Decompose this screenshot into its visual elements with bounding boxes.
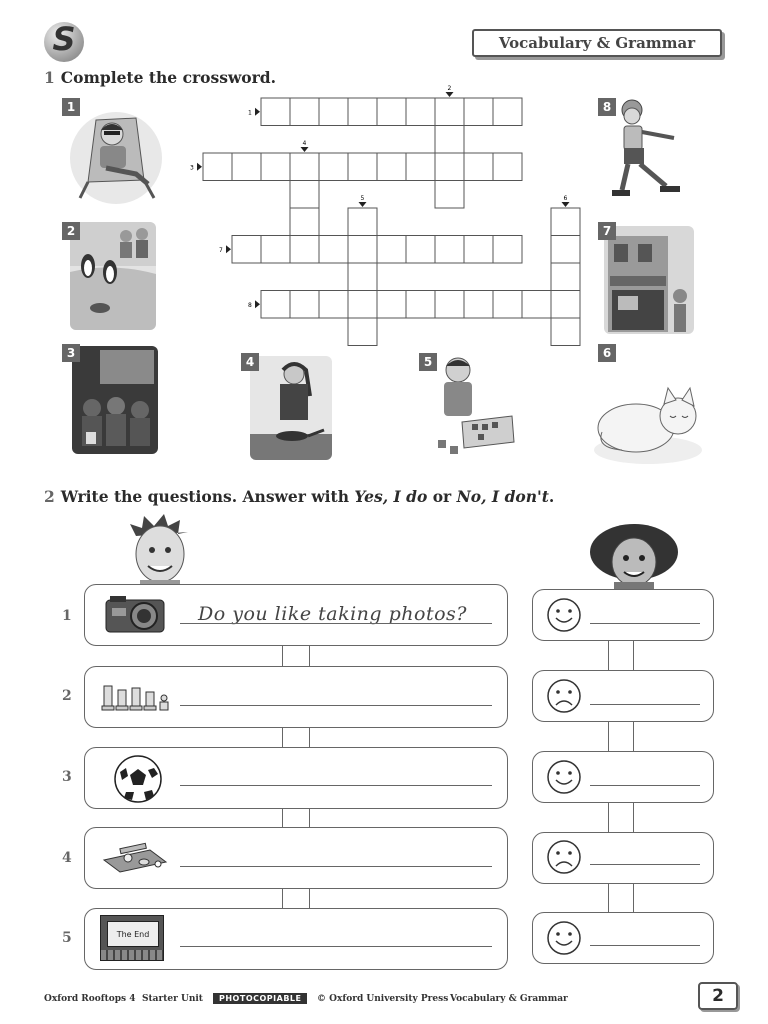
- page-number: 2: [698, 982, 738, 1010]
- sad-face-icon: [546, 678, 582, 714]
- short-answer-line[interactable]: [590, 785, 700, 786]
- picture-number: 2: [62, 222, 80, 240]
- row-number: 2: [62, 688, 72, 704]
- clue-number: 7: [219, 246, 223, 254]
- sad-face-icon: [546, 839, 582, 875]
- crossword-cell[interactable]: [551, 263, 580, 291]
- question-connector: [282, 807, 310, 829]
- film-screen-text: The End: [107, 921, 159, 947]
- clue-number: 8: [248, 301, 252, 309]
- picture-number: 8: [598, 98, 616, 116]
- across-arrow-icon: [226, 245, 231, 253]
- picture-number: 4: [241, 353, 259, 371]
- answer-connector: [608, 639, 634, 672]
- question-answer-line[interactable]: [180, 946, 492, 947]
- exercise-1-title: [44, 68, 276, 87]
- answer-connector: [608, 801, 634, 834]
- crossword-cell[interactable]: [348, 318, 377, 346]
- crossword-cell[interactable]: [290, 153, 319, 181]
- crossword-cell[interactable]: [522, 291, 551, 319]
- crossword-cell[interactable]: [290, 291, 319, 319]
- crossword-cell[interactable]: [435, 291, 464, 319]
- crossword-cell[interactable]: [377, 153, 406, 181]
- short-answer-line[interactable]: [590, 864, 700, 865]
- crossword-cell[interactable]: [290, 98, 319, 126]
- short-answer-line[interactable]: [590, 704, 700, 705]
- board-game-boy-picture: [428, 352, 516, 462]
- crossword-cell[interactable]: [348, 98, 377, 126]
- crossword-cell[interactable]: [406, 236, 435, 264]
- crossword-cell[interactable]: [464, 291, 493, 319]
- zoo-penguins-picture: [70, 222, 156, 330]
- crossword-cell[interactable]: [261, 153, 290, 181]
- crossword-cell[interactable]: [232, 153, 261, 181]
- crossword-cell[interactable]: [493, 98, 522, 126]
- crossword-cell[interactable]: [551, 318, 580, 346]
- row-number: 3: [62, 769, 72, 785]
- crossword-cell[interactable]: [319, 98, 348, 126]
- clue-number: 5: [360, 195, 365, 202]
- down-arrow-icon: [562, 202, 570, 207]
- question-answer-line[interactable]: [180, 705, 492, 706]
- footer-publisher: © Oxford University Press: [317, 994, 449, 1004]
- crossword-cell[interactable]: [348, 208, 377, 236]
- picture-number: 5: [419, 353, 437, 371]
- crossword-cell[interactable]: [464, 236, 493, 264]
- question-answer-line[interactable]: [180, 785, 492, 786]
- happy-face-icon: [546, 597, 582, 633]
- photocopiable-badge: PHOTOCOPIABLE: [213, 993, 307, 1004]
- crossword-cell[interactable]: [348, 291, 377, 319]
- question-answer-line[interactable]: [180, 623, 492, 624]
- footer-book-title: Oxford Rooftops 4: [44, 994, 136, 1004]
- crossword-cell[interactable]: [435, 236, 464, 264]
- crossword-cell[interactable]: [551, 208, 580, 236]
- girl-character-picture: [586, 522, 682, 590]
- cooking-girl-picture: [250, 356, 332, 460]
- rollerblading-boy-picture: [608, 98, 688, 202]
- picture-number: 3: [62, 344, 80, 362]
- down-arrow-icon: [446, 92, 454, 97]
- crossword-cell[interactable]: [348, 153, 377, 181]
- crossword-cell[interactable]: [290, 236, 319, 264]
- crossword-cell[interactable]: [232, 236, 261, 264]
- across-arrow-icon: [255, 300, 260, 308]
- crossword-cell[interactable]: [493, 236, 522, 264]
- answer-connector: [608, 720, 634, 753]
- instruction-text: or: [427, 487, 457, 506]
- crossword-cell[interactable]: [377, 291, 406, 319]
- down-arrow-icon: [359, 202, 367, 207]
- camera-icon: [100, 594, 170, 636]
- film-screen-icon: [100, 915, 164, 961]
- row-number: 5: [62, 930, 72, 946]
- crossword-cell[interactable]: [406, 98, 435, 126]
- crossword-cell[interactable]: [203, 153, 232, 181]
- crossword-cell[interactable]: [406, 153, 435, 181]
- crossword-cell[interactable]: [493, 291, 522, 319]
- crossword-cell[interactable]: [551, 236, 580, 264]
- crossword-cell[interactable]: [348, 263, 377, 291]
- crossword-cell[interactable]: [377, 236, 406, 264]
- unit-badge: [44, 22, 84, 62]
- crossword-cell[interactable]: [464, 98, 493, 126]
- clue-number: 3: [190, 164, 194, 172]
- crossword-cell[interactable]: [435, 126, 464, 154]
- row-number: 1: [62, 608, 72, 624]
- exercise-number: 2: [44, 487, 55, 506]
- cinema-audience-picture: [72, 346, 158, 454]
- across-arrow-icon: [255, 108, 260, 116]
- crossword-cell[interactable]: [435, 153, 464, 181]
- deckchair-sunglasses-girl-picture: [66, 100, 162, 204]
- footer-unit: Starter Unit: [142, 994, 203, 1004]
- crossword-cell[interactable]: [348, 236, 377, 264]
- clue-number: 2: [447, 85, 452, 92]
- question-connector: [282, 726, 310, 749]
- crossword-cell[interactable]: [435, 98, 464, 126]
- crossword-cell[interactable]: [551, 291, 580, 319]
- crossword-cell[interactable]: [319, 291, 348, 319]
- cooking-board-icon: [100, 838, 172, 874]
- exercise-2-title: [44, 487, 554, 506]
- clue-number: 4: [302, 140, 307, 147]
- unit-letter: S: [52, 20, 76, 58]
- picture-number: 6: [598, 344, 616, 362]
- no-answer-phrase: No, I don't: [456, 487, 549, 506]
- crossword-cell[interactable]: [377, 98, 406, 126]
- clue-number: 1: [248, 109, 252, 117]
- crossword-cell[interactable]: [261, 291, 290, 319]
- crossword-cell[interactable]: [319, 153, 348, 181]
- picture-number: 7: [598, 222, 616, 240]
- example-question: Do you like taking photos?: [198, 603, 467, 625]
- crossword-cell[interactable]: [290, 181, 319, 209]
- crossword-cell[interactable]: [464, 153, 493, 181]
- crossword-cell[interactable]: [435, 181, 464, 209]
- exercise-number: 1: [44, 68, 55, 87]
- happy-face-icon: [546, 759, 582, 795]
- instruction-text: .: [548, 487, 555, 506]
- shop-street-picture: [604, 226, 694, 334]
- question-answer-line[interactable]: [180, 866, 492, 867]
- crossword-cell[interactable]: [406, 291, 435, 319]
- answer-connector: [608, 882, 634, 914]
- question-connector: [282, 887, 310, 910]
- crossword-cell[interactable]: [319, 236, 348, 264]
- section-title: Vocabulary & Grammar: [472, 29, 722, 57]
- boy-character-picture: [118, 514, 204, 586]
- crossword-cell[interactable]: [493, 153, 522, 181]
- row-number: 4: [62, 850, 72, 866]
- cinema-seats: [101, 950, 163, 960]
- football-icon: [112, 754, 164, 804]
- crossword-cell[interactable]: [261, 98, 290, 126]
- happy-face-icon: [546, 920, 582, 956]
- chess-pieces-icon: [100, 680, 172, 714]
- short-answer-line[interactable]: [590, 945, 700, 946]
- crossword-cell[interactable]: [261, 236, 290, 264]
- down-arrow-icon: [301, 147, 309, 152]
- footer-section: Vocabulary & Grammar: [450, 994, 568, 1004]
- picture-number: 1: [62, 98, 80, 116]
- clue-number: 6: [563, 195, 568, 202]
- short-answer-line[interactable]: [590, 623, 700, 624]
- instruction-text: Write the questions. Answer with: [60, 487, 355, 506]
- yes-answer-phrase: Yes, I do: [354, 487, 428, 506]
- crossword-cell[interactable]: [290, 208, 319, 236]
- question-connector: [282, 644, 310, 668]
- sleeping-cat-picture: [592, 370, 704, 470]
- exercise-instruction: Complete the crossword.: [60, 68, 277, 87]
- across-arrow-icon: [197, 163, 202, 171]
